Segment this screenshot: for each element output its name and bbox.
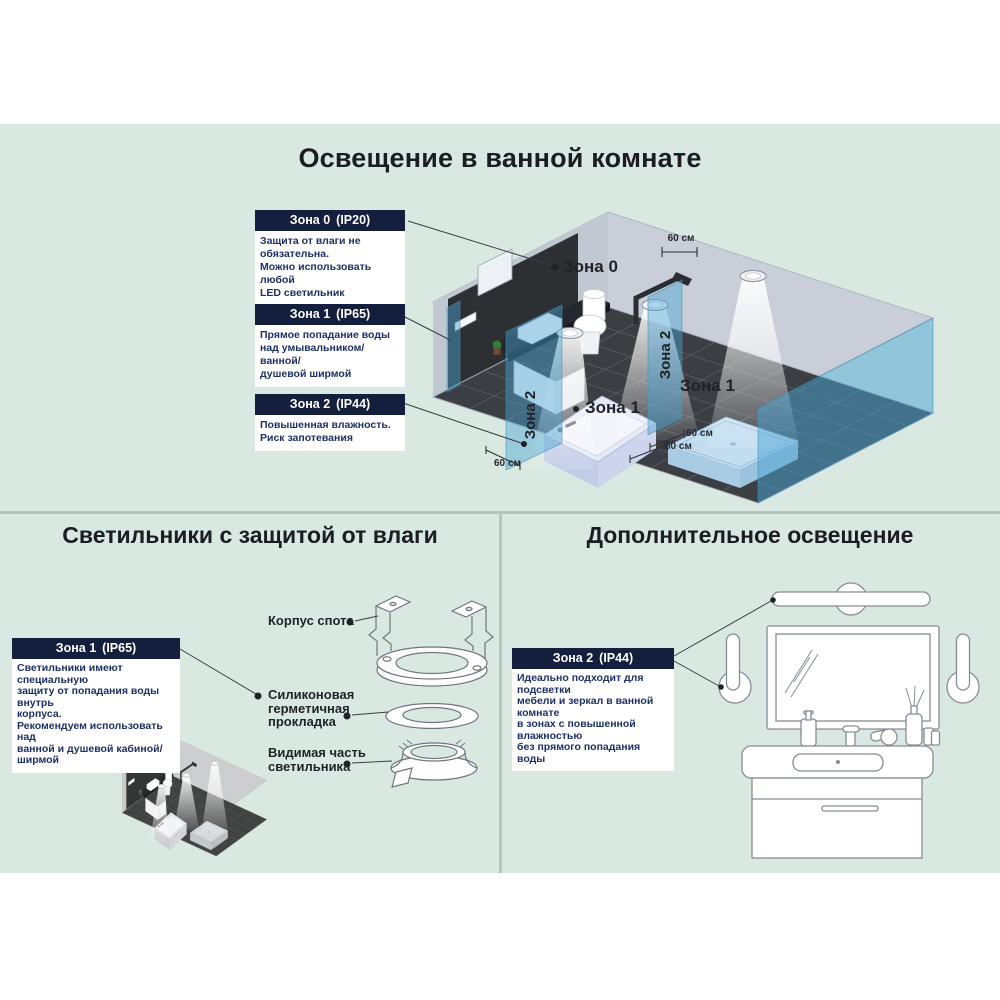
part-label-visible xyxy=(268,746,366,773)
zone1-lamp-ip-rating: (IP65) xyxy=(102,641,137,655)
zone1-lamp-infobox xyxy=(12,638,180,773)
part-label-visible-line: светильника xyxy=(268,758,351,774)
zone2-infobox-header xyxy=(255,394,405,415)
zone2-mirror-desc-line: Идеально подходит для подсветки xyxy=(517,672,644,696)
zone1-lamp-desc-line: Рекомендуем использовать над xyxy=(17,719,163,743)
zone0-infobox-header xyxy=(255,210,405,231)
zone1-infobox-header xyxy=(255,304,405,325)
zone1-lamp-name: Зона 1 xyxy=(55,641,97,655)
measurement-floor-left: 60 см xyxy=(494,458,521,469)
zone2-mirror-desc-line: без прямого попадания воды xyxy=(517,741,641,765)
zone1-lamp-infobox-body xyxy=(12,659,180,773)
measurement-floor-right-2: 60 см xyxy=(665,441,692,452)
zone2-mirror-infobox xyxy=(512,648,674,771)
zone1-desc-line: Прямое попадание воды xyxy=(260,329,390,341)
part-label-gasket xyxy=(268,688,354,729)
zone1-name: Зона 1 xyxy=(289,307,331,321)
zone2-mirror-infobox-header xyxy=(512,648,674,669)
zone0-infobox xyxy=(255,210,405,306)
zone2-mirror-infobox-body xyxy=(512,669,674,771)
part-label-housing: Корпус спота xyxy=(268,613,354,628)
zone1-desc-line: душевой ширмой xyxy=(260,368,352,380)
measurement-floor-right-1: 60 см xyxy=(686,428,713,439)
zone2-desc-line: Риск запотевания xyxy=(260,432,353,444)
measurement-ceiling: 60 см xyxy=(667,233,695,244)
zone0-ip-rating: (IP20) xyxy=(336,213,371,227)
section-title-lamps: Светильники с защитой от влаги xyxy=(62,522,438,548)
page-title: Освещение в ванной комнате xyxy=(298,143,702,173)
zone1-infobox xyxy=(255,304,405,387)
zone2-infobox-body xyxy=(255,415,405,451)
part-label-visible-line: Видимая часть xyxy=(268,745,366,760)
zone1-bath-marker-dot xyxy=(573,406,579,412)
zone1-bath-diagram-label: Зона 1 xyxy=(585,398,640,417)
zone1-lamp-desc-line: ванной и душевой кабиной/ширмой xyxy=(17,742,163,766)
zone0-desc-line: LED светильник xyxy=(260,287,345,299)
zone2-mirror-name: Зона 2 xyxy=(552,651,594,665)
zone2-name: Зона 2 xyxy=(289,397,331,411)
zone1-lamp-desc-line: защиту от попадания воды внутрь xyxy=(17,685,160,709)
zone1-ip-rating: (IP65) xyxy=(336,307,371,321)
zone0-desc-line: Защита от влаги не обязательна. xyxy=(260,235,361,260)
zone1-desc-line: над умывальником/ванной/ xyxy=(260,342,365,367)
part-label-gasket-line: герметичная xyxy=(268,700,350,716)
zone1-lamp-desc-line: корпуса. xyxy=(17,708,62,720)
zone0-name: Зона 0 xyxy=(289,213,331,227)
zone2-ip-rating: (IP44) xyxy=(336,397,371,411)
zone1-wall-diagram-label: Зона 1 xyxy=(680,376,735,395)
section-title-additional-lighting: Дополнительное освещение xyxy=(586,522,914,548)
zone2-mirror-desc-line: в зонах с повышенной влажностью xyxy=(517,718,636,742)
part-label-gasket-line: прокладка xyxy=(268,714,336,729)
zone0-diagram-label: Зона 0 xyxy=(563,257,618,276)
zone2-mirror-ip-rating: (IP44) xyxy=(599,651,634,665)
zone2-desc-line: Повышенная влажность. xyxy=(260,419,391,431)
zone2-infobox xyxy=(255,394,405,451)
zone1-lamp-desc-line: Светильники имеют специальную xyxy=(17,662,123,686)
zone1-infobox-body xyxy=(255,325,405,387)
zone2-mirror-desc-line: мебели и зеркал в ванной комнате xyxy=(517,695,654,719)
zone0-marker-dot xyxy=(551,264,557,270)
part-label-gasket-line: Силиконовая xyxy=(268,687,355,702)
zone2-shower-diagram-label: Зона 2 xyxy=(657,330,674,380)
zone1-lamp-infobox-header xyxy=(12,638,180,659)
zone2-left-marker-dot xyxy=(521,441,527,447)
zone2-left-diagram-label: Зона 2 xyxy=(522,390,539,440)
zone0-infobox-body xyxy=(255,231,405,306)
zone0-desc-line: Можно использовать любой xyxy=(260,261,372,286)
